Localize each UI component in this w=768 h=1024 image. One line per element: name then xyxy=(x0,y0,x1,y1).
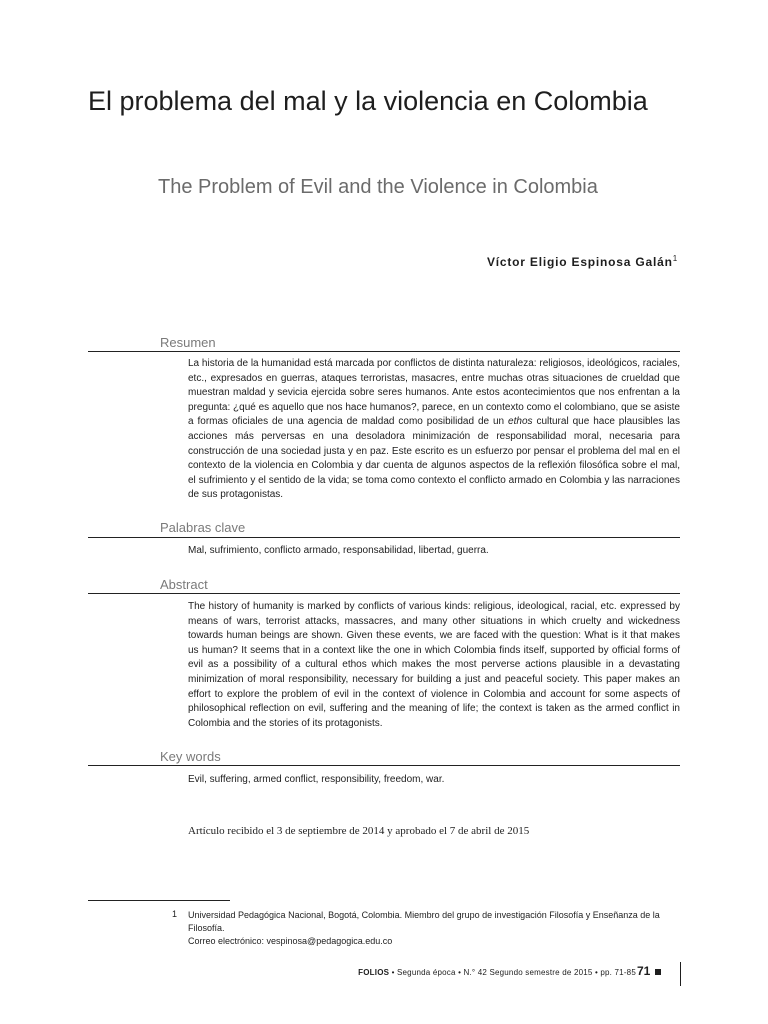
page-number: 71 xyxy=(637,964,651,978)
journal-name: FOLIOS xyxy=(358,968,390,977)
abstract-text: The history of humanity is marked by conflicts of various kinds: religious, ideological, racial, etc. expressed by means of wars, terrorist attacks, massacres, and many other situations in which cruelty and wickedness towards human beings are shown. Given these events, we are faced with the question: What is it that makes us human? It seems that in a context like the one in which Colombia finds itself, supported by official forms of evil as a possibility of a cultural ethos which makes the most perverse actions plausible in a devastating minimization of moral responsibility, necessary for building a just and peaceful society. This paper makes an effort to explore the problem of evil in the context of violence in Colombia and account for some aspects of philosophical reflection on evil, suffering and the meaning of life; the context is taken as the armed conflict in Colombia and the stories of its protagonists. xyxy=(188,601,680,729)
section-heading-key-words: Key words xyxy=(160,749,221,764)
page-marker-bar xyxy=(680,962,681,986)
resumen-text-italic: ethos xyxy=(508,416,533,428)
article-subtitle: The Problem of Evil and the Violence in Colombia xyxy=(158,176,598,198)
author-name: Víctor Eligio Espinosa Galán xyxy=(486,255,673,269)
resumen-text-part1: La historia de la humanidad está marcada por conflictos de distinta naturaleza: religiosos, ideológicos, raciales, etc., expresados en guerras, ataques terroristas, masacres, entre muchas otras situaciones de crueldad que muestran maldad y sevicia ejercida sobre seres humanos. Ante estos acontecimientos que nos enfrentan a la pregunta: ¿qué es aquello que nos hace humanos?, parece, en un contexto como el colombiano, que se asiste a formas oficiales de una agencia de maldad como posibilidad de un xyxy=(188,358,680,428)
section-rule xyxy=(88,593,680,594)
author-footnote-mark[interactable]: 1 xyxy=(672,254,678,263)
section-heading-palabras-clave: Palabras clave xyxy=(160,520,246,535)
section-rule xyxy=(88,351,680,352)
resumen-text xyxy=(188,357,680,503)
footnote-text xyxy=(188,909,688,948)
received-date: Artículo recibido el 3 de septiembre de 2014 y aprobado el 7 de abril de 2015 xyxy=(188,825,530,837)
section-rule xyxy=(88,765,680,766)
article-title: El problema del mal y la violencia en Colombia xyxy=(88,86,648,116)
key-words-text: Evil, suffering, armed conflict, responsibility, freedom, war. xyxy=(188,774,445,785)
page-marker-square xyxy=(655,969,661,975)
resumen-text-part2: cultural que hace plausibles las acciones más perversas en una desoladora minimización de responsabilidad moral, necesaria para construcción de una sociedad justa y en paz. Este escrito es un esfuerzo por pensar el problema del mal en el contexto de la violencia en Colombia y dar cuenta de algunos aspectos de la reflexión filosófica sobre el mal, el sufrimiento y el sentido de la vida; se toma como contexto el conflicto armado en Colombia y las narraciones de sus protagonistas. xyxy=(188,416,680,501)
journal-details: • Segunda época • N.° 42 Segundo semestre de 2015 • pp. 71-85 xyxy=(389,968,636,977)
section-rule xyxy=(88,537,680,538)
palabras-clave-text: Mal, sufrimiento, conflicto armado, responsabilidad, libertad, guerra. xyxy=(188,545,489,556)
section-heading-resumen: Resumen xyxy=(160,335,216,350)
section-heading-abstract: Abstract xyxy=(160,577,208,592)
footnote-email[interactable]: Correo electrónico: vespinosa@pedagogica.edu.co xyxy=(188,936,393,946)
author-line xyxy=(487,254,678,269)
journal-footer xyxy=(358,968,636,977)
footnote-number: 1 xyxy=(172,909,178,919)
footnote-affiliation: Universidad Pedagógica Nacional, Bogotá, Colombia. Miembro del grupo de investigación Filosofía y Enseñanza de la Filosofía. xyxy=(188,910,660,933)
footnote-rule xyxy=(88,900,230,901)
